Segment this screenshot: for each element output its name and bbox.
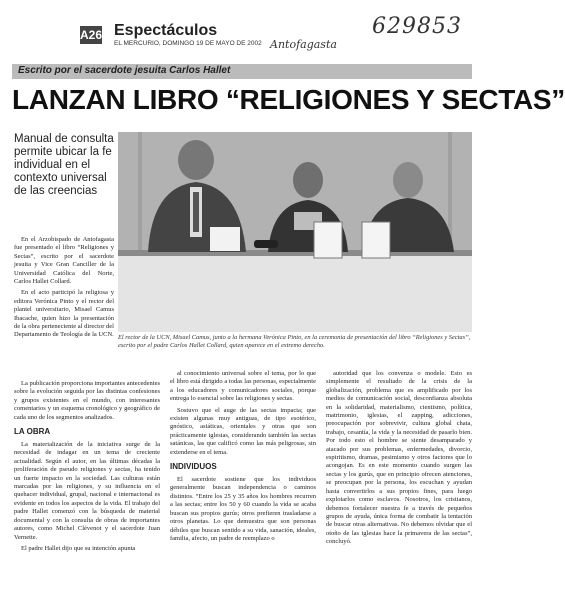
photo-caption: El rector de la UCN, Misael Camus, junto a la hermana Verónica Pinto, en la ceremonia de presentación del libro “Religiones y Sectas”, escrito por el padre Carlos Hallet Collard, quien aparece en el extremo derecho. — [118, 334, 471, 349]
paragraph: La publicación proporciona importantes antecedentes sobre la evolución seguida por las distintas confesiones y grupos existentes en el mundo, con interesantes comentarios y un esquema cronológico y geográfico de cada uno de los segmentos analizados. — [14, 380, 160, 421]
paragraph: autoridad que los convenza o modele. Esto es simplemente el resultado de la crisis de la globalización, problema que es amplificado por los medios de comunicación social, desconfianza absoluta en la solidaridad, materialismo, cientismo, política, matrimonio, iglesias, el zapping, adicciones, preocupación por sobrevivir, cultura global chata, trabajo, cesantía, la vida y la necesidad de pasarlo bien. Por todo esto el hombre se siente desamparado y atacado por sus problemas, enfermedades, divorcio, espiritismo, dramas, pesimismo y otros factores que lo acongojan. Es en este momento cuando surgen las sectas y los gurús, que en principio ofrecen atenciones, se preocupan por la persona, los escuchan y ayudan hasta convertirlos a sus propios fines, para luego explotarlos como esclavos. Nosotros, los cristianos, debemos fortalecer nuestra fe a través de pequeños grupos de ayuda, única forma de combatir la tentación de buscar otras alternativas. No debemos olvidar que el otoño de las iglesias hace la primavera de las sectas”, concluyó. — [326, 370, 472, 546]
dateline: EL MERCURIO, DOMINGO 19 DE MAYO DE 2002 — [114, 40, 262, 47]
subheading-individuos: INDIVIDUOS — [170, 462, 217, 472]
paragraph: En el acto participó la religiosa y editora Verónica Pinto y el rector del plantel universitario, Misael Camus Ibacache, quien hizo la presentación de la obra perteneciente al director del Departamento de Teología de la UCN. — [14, 289, 114, 339]
paragraph: Sostuvo que el auge de las sectas impacta; que existen algunas muy antiguas, de tipo esotérico, gnóstico, asiáticas, orientales y otras que son prácticamente iglesias, considerando también las sectas satánicas, las que calificó como las más peligrosas, sin extenderse en el tema. — [170, 406, 316, 456]
kicker: Escrito por el sacerdote jesuita Carlos Hallet — [18, 65, 231, 76]
article-column-3 — [326, 370, 472, 550]
article-column-1-top — [14, 236, 114, 343]
paragraph: El padre Hallet dijo que su intención apunta — [21, 544, 136, 552]
handwritten-clipping-number: 629853 — [372, 14, 462, 39]
lead-deck: Manual de consulta permite ubicar la fe individual en el contexto universal de las creencias — [14, 133, 114, 197]
headline: LANZAN LIBRO “RELIGIONES Y SECTAS” — [12, 84, 565, 115]
section-title: Espectáculos — [114, 22, 218, 39]
subheading-la-obra: LA OBRA — [14, 427, 51, 437]
article-column-1 — [14, 380, 160, 556]
paragraph: al conocimiento universal sobre el tema, por lo que el libro está dirigido a todas las personas, especialmente a los educadores y comunicadores sociales, porque entrega lo esencial sobre las religiones y sectas. — [170, 370, 316, 403]
page-number-badge: A26 — [80, 28, 103, 42]
paragraph: El sacerdote sostiene que los individuos generalmente buscan independencia o caminos distintos. “Entre los 25 y 35 años los hombres recurren a las sectas; entre los 50 y 60 cuando la vida se acaba buscan sus propios gurús; otros prefieren trasladarse a otros planetas. Lo que demuestra que son personas débiles que buscan sentido a su vida, sanación, ideales, familia, afecto, un padre de reemplazo o — [170, 476, 316, 542]
paragraph: La materialización de la iniciativa surge de la necesidad de indagar en un tema de creciente actualidad. Según el autor, en las últimas décadas la proliferación de pseudo religiones y sectas, ha tenido un fuerte impacto en la sociedad. Las culturas están marcadas por las religiones, y su influencia en el quehacer individual, grupal, nacional e internacional es evidente en todos los aspectos de la vida. El trabajo del padre Hallet comenzó con la búsqueda de material documental y con la consulta de obras de importantes autores, como Michel Clévenot y el sacerdote Juan Vernette. — [14, 441, 160, 541]
event-photo — [118, 132, 472, 332]
photo-illustration — [118, 132, 472, 332]
paragraph: En el Arzobispado de Antofagasta fue presentado el libro “Religiones y Sectas”, escrito por el sacerdote jesuita y Vice Gran Canciller de la Universidad Católica del Norte, Carlos Hallet Collard. — [14, 236, 114, 286]
article-column-2 — [170, 370, 316, 546]
handwritten-city-note: Antofagasta — [270, 38, 337, 51]
